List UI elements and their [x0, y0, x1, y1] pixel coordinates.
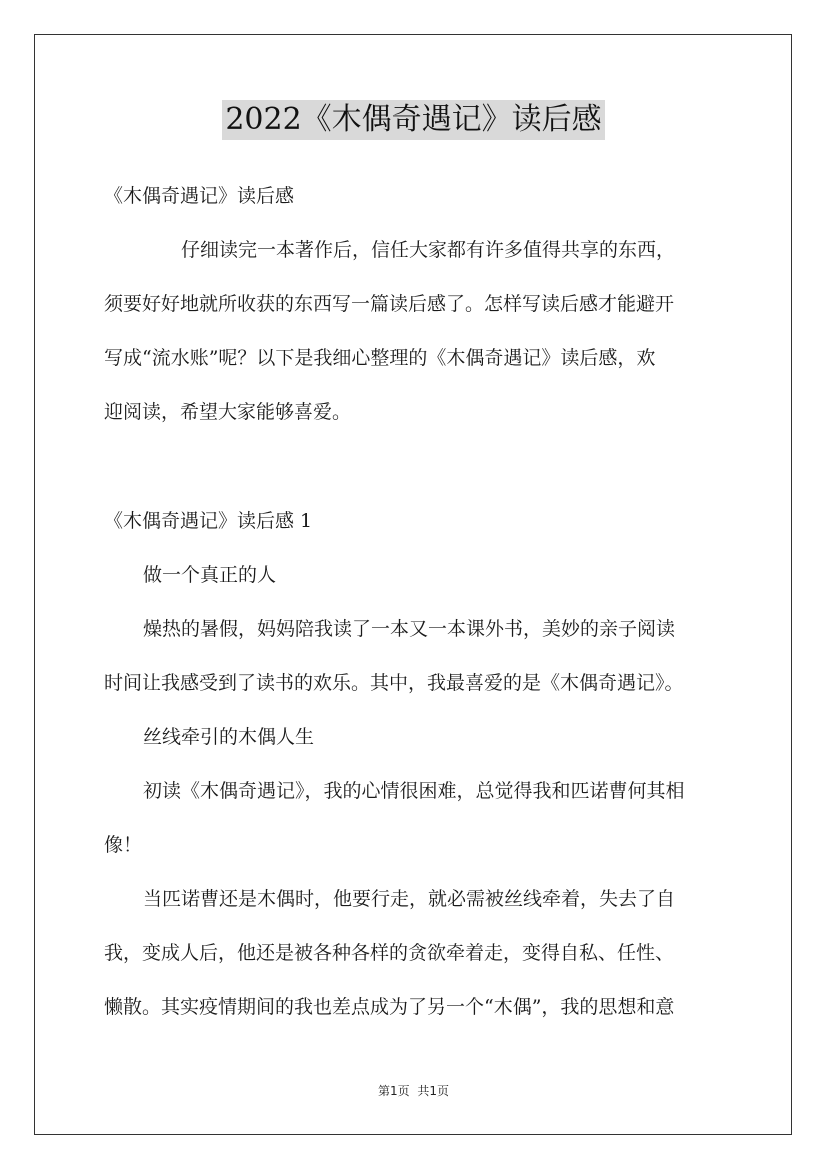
- title-container: [0, 100, 827, 140]
- page-number-total: 共1页: [417, 1084, 450, 1098]
- body-line: 须要好好地就所收获的东西写一篇读后感了。怎样写读后感才能避开: [104, 293, 675, 315]
- body-line: 时间让我感受到了读书的欢乐。其中，我最喜爱的是《木偶奇遇记》。: [104, 672, 684, 694]
- body-line: 懒散。其实疫情期间的我也差点成为了另一个“木偶”，我的思想和意: [104, 996, 675, 1018]
- body-line: 写成“流水账”呢？以下是我细心整理的《木偶奇遇记》读后感，欢: [104, 347, 656, 369]
- essay-title-line: 做一个真正的人: [143, 564, 277, 586]
- body-line: 燥热的暑假，妈妈陪我读了一本又一本课外书，美妙的亲子阅读: [143, 618, 676, 640]
- body-line: 初读《木偶奇遇记》，我的心情很困难，总觉得我和匹诺曹何其相: [143, 780, 685, 802]
- page-footer: [0, 1083, 827, 1099]
- page-number-current: 第1页: [377, 1084, 410, 1098]
- subtitle-line: 《木偶奇遇记》读后感: [104, 185, 295, 207]
- body-line: 我，变成人后，他还是被各种各样的贪欲牵着走，变得自私、任性、: [104, 942, 675, 964]
- section-heading: 《木偶奇遇记》读后感 1: [104, 510, 313, 532]
- body-line: 迎阅读，希望大家能够喜爱。: [104, 401, 352, 423]
- body-line: 仔细读完一本著作后，信任大家都有许多值得共享的东西，: [181, 239, 676, 261]
- body-line: 当匹诺曹还是木偶时，他要行走，就必需被丝线牵着，失去了自: [143, 888, 676, 910]
- subheading-line: 丝线牵引的木偶人生: [143, 726, 315, 748]
- document-title: 2022《木偶奇遇记》读后感: [222, 100, 604, 140]
- body-line: 像！: [104, 834, 143, 856]
